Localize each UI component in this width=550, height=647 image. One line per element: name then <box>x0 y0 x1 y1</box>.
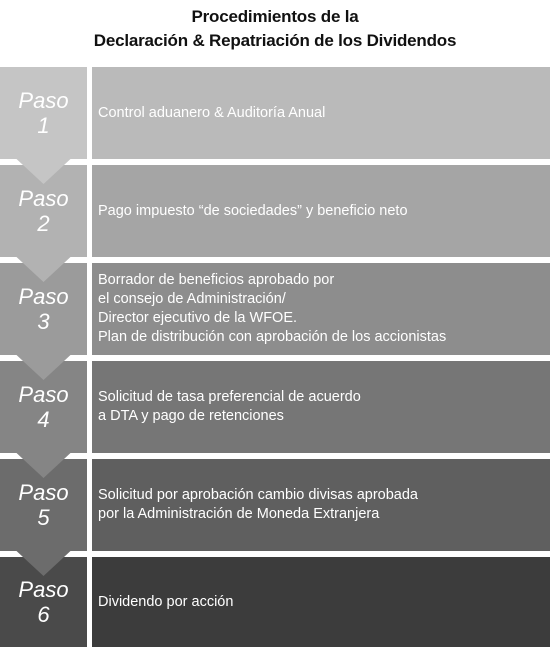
step-number: 4 <box>37 407 50 432</box>
step-number: 2 <box>37 211 50 236</box>
steps-container <box>0 67 550 647</box>
step-description-3 <box>92 263 550 355</box>
step-label: Paso <box>18 186 69 211</box>
step-description-2 <box>92 165 550 257</box>
diagram-title <box>0 5 550 53</box>
step-description-line: por la Administración de Moneda Extranjera <box>98 506 380 522</box>
step-label: Paso <box>18 382 69 407</box>
step-number: 1 <box>37 113 50 138</box>
step-badge-1 <box>0 88 87 138</box>
step-label: Paso <box>18 480 69 505</box>
step-badge-6 <box>0 577 87 627</box>
title-line-2: Declaración & Repatriación de los Dividendos <box>93 31 457 50</box>
step-description-1 <box>92 67 550 159</box>
step-number: 6 <box>37 602 50 627</box>
step-description-line: Dividendo por acción <box>98 593 234 610</box>
step-description-5 <box>92 459 550 551</box>
step-description-6 <box>92 557 550 647</box>
step-badge-2 <box>0 186 87 236</box>
step-number: 3 <box>37 309 50 334</box>
step-description-line: Director ejecutivo de la WFOE. <box>98 310 298 326</box>
step-description-4 <box>92 361 550 453</box>
step-label: Paso <box>18 284 69 309</box>
step-badge-3 <box>0 284 87 334</box>
step-label: Paso <box>18 88 69 113</box>
step-description-line: Plan de distribución con aprobación de los accionistas <box>98 329 447 345</box>
step-description-line: Control aduanero & Auditoría Anual <box>98 104 326 121</box>
step-description-line: a DTA y pago de retenciones <box>98 408 284 424</box>
title-line-1: Procedimientos de la <box>191 7 359 26</box>
step-description-line: Solicitud de tasa preferencial de acuerdo <box>98 389 361 405</box>
step-badge-5 <box>0 480 87 530</box>
step-description-line: el consejo de Administración/ <box>98 291 286 307</box>
step-description-line: Solicitud por aprobación cambio divisas aprobada <box>98 487 418 503</box>
step-badge-4 <box>0 382 87 432</box>
step-label: Paso <box>18 577 69 602</box>
step-description-line: Borrador de beneficios aprobado por <box>98 272 335 288</box>
step-description-line: Pago impuesto “de sociedades” y beneficio neto <box>98 202 408 219</box>
step-number: 5 <box>37 505 50 530</box>
